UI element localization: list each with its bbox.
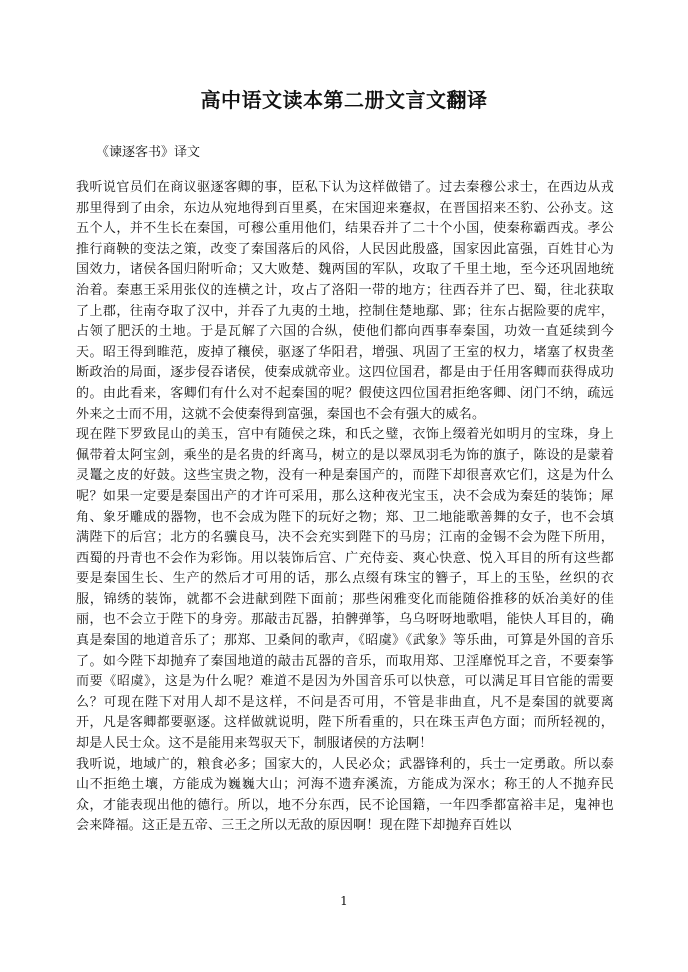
document-subtitle: 《谏逐客书》译文	[96, 145, 201, 160]
paragraph-1: 我听说官员们在商议驱逐客卿的事，臣私下认为这样做错了。过去秦穆公求士，在西边从戎那里得到了由余，东边从宛地得到百里奚，在宋国迎来蹇叔，在晋国招来丕豹、公孙支。这五个人，并不生长在秦国，可穆公重用他们，结果吞并了二十个小国，使秦称霸西戎。孝公推行商鞅的变法之策，改变了秦国落后的风俗，人民因此殷盛，国家因此富强，百姓甘心为国效力，诸侯各国归附听命；又大败楚、魏两国的军队，攻取了千里土地，至今还巩固地统治着。秦惠王采用张仪的连横之计，攻占了洛阳一带的地方；往西吞并了巴、蜀，往北获取了上郡，往南夺取了汉中，并吞了九夷的土地，控制住楚地鄢、郢；往东占据险要的虎牢，占领了肥沃的土地。于是瓦解了六国的合纵，使他们都向西事奉秦国，功效一直延续到今天。昭王得到睢范，废掉了穰侯，驱逐了华阳君，增强、巩固了王室的权力，堵塞了权贵垄断政治的局面，逐步侵吞诸侯，使秦成就帝业。这四位国君，都是由于任用客卿而获得成功的。由此看来，客卿们有什么对不起秦国的呢？假使这四位国君拒绝客卿、闭门不纳，疏远外来之士而不用，这就不会使秦得到富强，秦国也不会有强大的威名。	[76, 180, 614, 422]
document-body	[76, 178, 614, 837]
document-title: 高中语文读本第二册文言文翻译	[200, 88, 488, 112]
page-number: 1	[340, 894, 348, 908]
paragraph-2: 现在陛下罗致昆山的美玉，宫中有随侯之珠，和氏之璧，衣饰上缀着光如明月的宝珠，身上佩带着太阿宝剑，乘坐的是名贵的纤离马，树立的是以翠凤羽毛为饰的旗子，陈设的是蒙着灵鼍之皮的好鼓。这些宝贵之物，没有一种是秦国产的，而陛下却很喜欢它们，这是为什么呢？如果一定要是秦国出产的才许可采用，那么这种夜光宝玉，决不会成为秦廷的装饰；犀角、象牙雕成的器物，也不会成为陛下的玩好之物；郑、卫二地能歌善舞的女子，也不会填满陛下的后宫；北方的名骥良马，决不会充实到陛下的马房；江南的金锡不会为陛下所用，西蜀的丹青也不会作为彩饰。用以装饰后宫、广充侍妾、爽心快意、悦入耳目的所有这些都要是秦国生长、生产的然后才可用的话，那么点缀有珠宝的簪子，耳上的玉坠，丝织的衣服，锦绣的装饰，就都不会进献到陛下面前；那些闲雅变化而能随俗推移的妖冶美好的佳丽，也不会立于陛下的身旁。那敲击瓦器，拍髀弹筝，乌乌呀呀地歌唱，能快人耳目的，确真是秦国的地道音乐了；那郑、卫桑间的歌声，《昭虞》《武象》等乐曲，可算是外国的音乐了。如今陛下却抛弃了秦国地道的敲击瓦器的音乐，而取用郑、卫淫靡悦耳之音，不要秦筝而要《昭虞》，这是为什么呢？难道不是因为外国音乐可以快意，可以满足耳目官能的需要么？可现在陛下对用人却不是这样，不问是否可用，不管是非曲直，凡不是秦国的就要离开，凡是客卿都要驱逐。这样做就说明，陛下所看重的，只在珠玉声色方面；而所轻视的，却是人民士众。这不是能用来驾驭天下，制服诸侯的方法啊！	[76, 427, 614, 752]
paragraph-3: 我听说，地域广的，粮食必多；国家大的，人民必众；武器锋利的，兵士一定勇敢。所以泰山不拒绝土壤，方能成为巍巍大山；河海不遗弃溪流，方能成为深水；称王的人不抛弃民众，才能表现出他的德行。所以，地不分东西，民不论国籍，一年四季都富裕丰足，鬼神也会来降福。这正是五帝、三王之所以无敌的原因啊！现在陛下却抛弃百姓以	[76, 756, 614, 834]
